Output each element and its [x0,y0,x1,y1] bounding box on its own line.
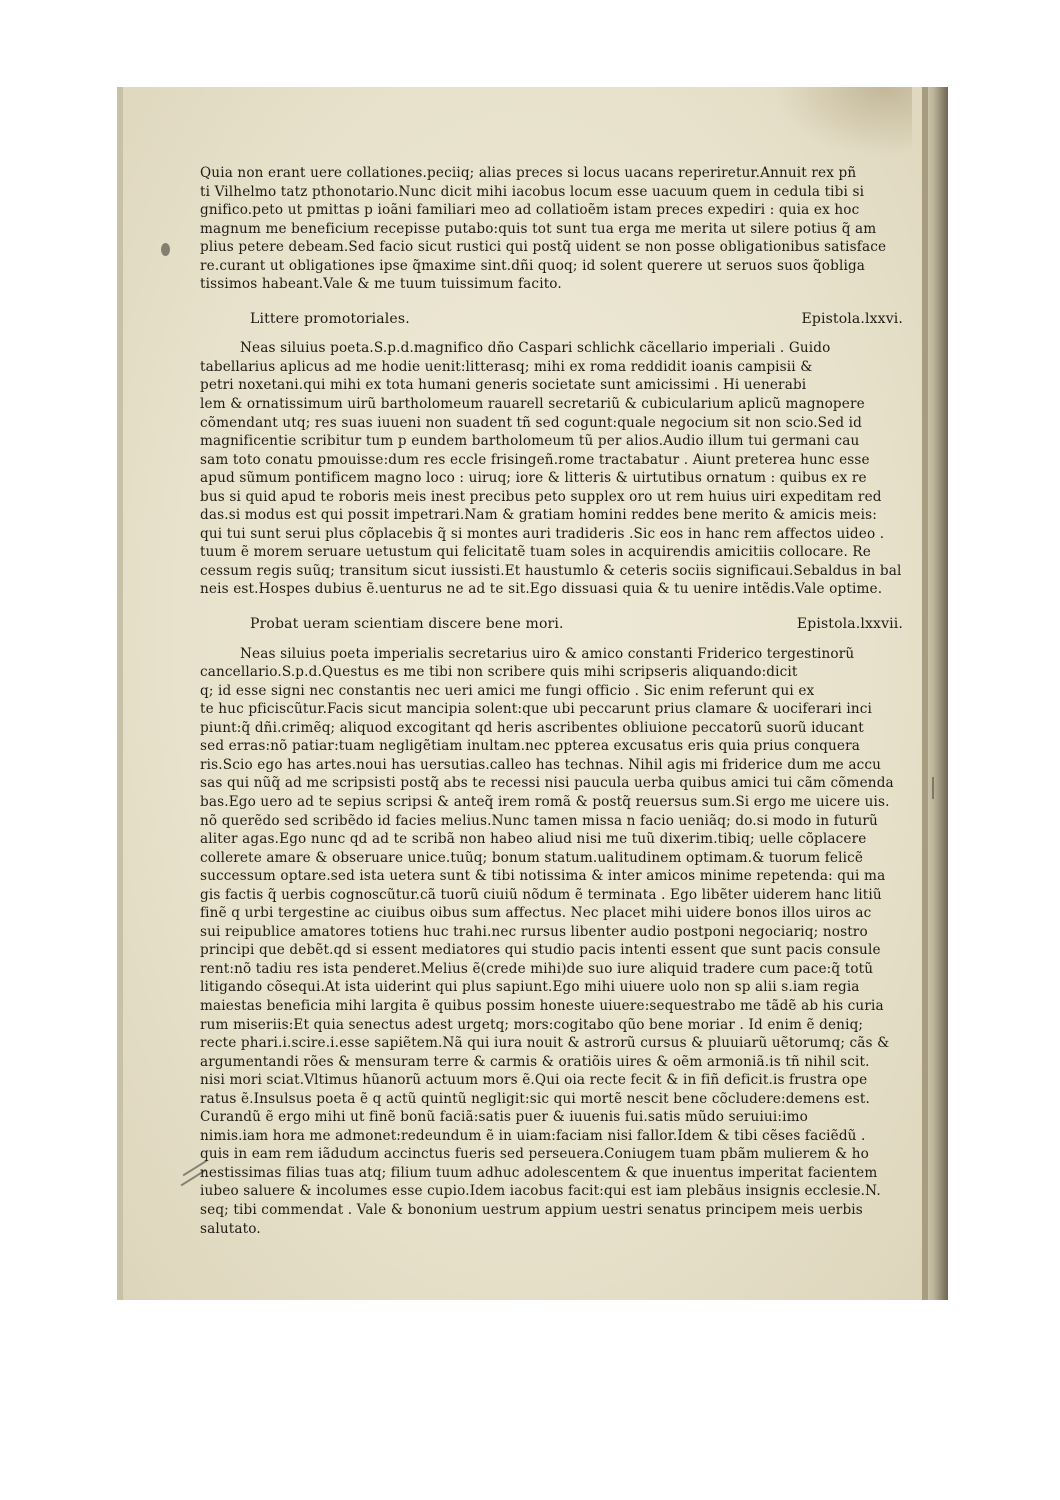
text-line: apud sũmum pontificem magno loco : uiruq; iore & litteris & uirtutibus ornatum : quibus ex re [200,470,867,487]
page-sheet [123,87,922,1300]
text-line: neis est.Hospes dubius ẽ.uenturus ne ad te sit.Ego dissuasi quia & tu uenire intẽdis.Vale optime. [200,581,883,598]
page-edge-strip [922,87,928,1300]
text-line: bas.Ego uero ad te sepius scripsi & anteq̃ irem romã & postq̃ reuersus sum.Si ergo me uicere uis. [200,793,890,810]
text-line: ratus ẽ.Insulsus poeta ẽ q actũ quintũ negligit:sic qui mortẽ nescit bene cõcludere:demens est. [200,1090,870,1107]
text-line: lem & ornatissimum uirũ bartholomeum rauarell secretariũ & cubicularium aplicũ magnopere [200,396,865,413]
text-line: re.curant ut obligationes ipse q̃maxime sint.dñi quoq; id solent querere ut seruos suos q̃obliga [200,257,866,274]
text-line: q; id esse signi nec constantis nec ueri amici me fungi officio . Sic enim referunt qui ex [200,682,815,699]
text-line: sui reipublice amatores totiens huc trahi.nec rursus libenter audio postponi negociariq; nostro [200,923,868,940]
heading-epistola-number: Epistola.lxxvi. [801,310,903,327]
page-text [200,164,903,1238]
text-line: rent:nõ tadiu res ista penderet.Melius ẽ(crede mihi)de suo iure aliquid tradere cum pace:q̃ totũ [200,960,874,977]
scanned-page [117,87,948,1300]
text-line: cessum regis suũq; transitum sicut iussisti.Et haustumlo & ceteris sociis significaui.Sebaldus in bal [200,562,902,579]
text-line: magnum me beneficium recepisse putabo:quis tot sunt tua erga me merita ut silere potius q̃ am [200,220,877,237]
text-line: Neas siluius poeta.S.p.d.magnifico dño Caspari schlichk cãcellario imperiali . Guido [240,340,831,357]
book-binding-edge [922,87,948,1300]
text-line: collerete amare & obseruare unice.tuũq; bonum statum.ualitudinem optimam.& tuorum felicẽ [200,849,864,866]
heading-title: Probat ueram scientiam discere bene mori. [250,616,564,633]
text-line: sed erras:nõ patiar:tuam negligẽtiam inultam.nec ppterea excusatus eris quia prius conquera [200,738,861,755]
text-line: magnificentie scribitur tum p eundem bartholomeum tũ per alios.Audio illum tui germani cau [200,433,860,450]
text-line: piunt:q̃ dñi.crimẽq; aliquod excogitant qd heris ascribentes obliuione peccatorũ suorũ iducant [200,719,864,736]
letter-77-heading [200,615,903,634]
letter-76-body [200,339,903,599]
text-line: te huc pficiscũtur.Facis sicut mancipia solent:que ubi peccarunt prius clamare & uociferari inci [200,701,873,718]
heading-title: Littere promotoriales. [250,310,410,327]
text-line: Quia non erant uere collationes.peciiq; alias preces si locus uacans reperiretur.Annuit rex pñ [200,165,857,181]
text-line: maiestas beneficia mihi largita ẽ quibus possim honeste uiuere:sequestrabo me tãdẽ ab his curia [200,997,884,1014]
text-line: sas qui nũq̃ ad me scripsisti postq̃ abs te recessi nisi paucula uerba quibus amici tui cãm cõmenda [200,775,894,792]
text-line: plius petere debeam.Sed facio sicut rustici qui postq̃ uident se non posse obligationibus satisface [200,239,887,256]
text-line: salutato. [200,1220,261,1237]
text-line: ris.Scio ego has artes.noui has uersutias.calleo has technas. Nihil agis mi friderice dum me accu [200,756,882,773]
letter-76-heading [200,310,903,329]
text-line: petri noxetani.qui mihi ex tota humani generis societate sunt amicissimi . Hi uenerabi [200,377,807,394]
text-line: rum miseriis:Et quia senectus adest urgetq; mors:cogitabo qũo bene moriar . Id enim ẽ deniq; [200,1016,864,1033]
text-line: nimis.iam hora me admonet:redeundum ẽ in uiam:faciam nisi fallor.Idem & tibi cẽses faciẽdũ . [200,1127,866,1144]
text-line: cancellario.S.p.d.Questus es me tibi non scribere quis mihi scripseris aliquando:dicit [200,664,798,681]
text-line: litigando cõsequi.At ista uiderint qui plus sapiunt.Ego mihi uiuere uolo non sp alii s.iam regia [200,979,860,996]
text-line: finẽ q urbi tergestine ac ciuibus oibus sum affectus. Nec placet mihi uidere bonos illos uiros ac [200,905,872,922]
text-line: recte phari.i.scire.i.esse sapiẽtem.Nã qui iura nouit & astrorũ cursus & pluuiarũ uẽtorumq; cãs & [200,1035,890,1052]
text-line: aliter agas.Ego nunc qd ad te scribã non habeo aliud nisi me tuũ dixerim.tibiq; uelle cõplacere [200,831,867,848]
text-line: nestissimas filias tuas atq; filium tuum adhuc adolescentem & que inuentus imperitat facientem [200,1164,878,1181]
text-line: Curandũ ẽ ergo mihi ut finẽ bonũ faciã:satis puer & iuuenis fui.satis mũdo seruiui:imo [200,1109,808,1126]
page-stain [772,87,912,157]
text-line: iubeo saluere & incolumes esse cupio.Idem iacobus facit:qui est iam plebãus insignis ecclesie.N. [200,1183,881,1200]
text-line: successum optare.sed ista uetera sunt & tibi notissima & inter amicos minime repetenda: qui ma [200,868,886,885]
text-line: quis in eam rem iãdudum accinctus fueris sed perseuera.Coniugem tuam pbãm mulierem & ho [200,1146,869,1163]
text-line: nisi mori sciat.Vltimus hũanorũ actuum mors ẽ.Qui oia recte fecit & in fiñ deficit.is frustra ope [200,1072,868,1089]
text-line: sam toto conatu pmouisse:dum res eccle frisingeñ.rome tractabatur . Aiunt preterea hunc esse [200,451,870,468]
text-line: principi que debẽt.qd si essent mediatores qui studio pacis intenti essent que sunt pacis consule [200,942,881,959]
binding-mark [932,777,942,799]
text-line: gnifico.peto ut pmittas p ioãni familiari meo ad collatioẽm istam preces expediri : quia ex hoc [200,202,860,219]
text-line: tissimos habeant.Vale & me tuum tuissimum facito. [200,276,562,293]
text-line: das.si modus est qui possit impetrari.Nam & gratiam homini reddes bene merito & amicis meis: [200,507,877,524]
text-line: seq; tibi commendat . Vale & bononium uestrum appium uestri senatus principem meis uerbis [200,1201,863,1218]
text-line: qui tui sunt serui plus cõplacebis q̃ si montes auri tradideris .Sic eos in hanc rem affectos uideo . [200,525,885,542]
text-line: tabellarius aplicus ad me hodie uenit:litterasq; mihi ex roma reddidit ioanis campisii & [200,358,813,375]
letter-77-body [200,645,903,1239]
text-line: nõ querẽdo sed scribẽdo id facies melius.Nunc tamen missa n facio ueniãq; do.si modo in futurũ [200,812,878,829]
text-line: cõmendant utq; res suas iuueni non suadent tñ sed cogunt:quale negocium sit non scio.Sed id [200,414,863,431]
text-line: argumentandi rões & mensuram terre & carmis & oratiõis uires & oẽm armoniã.is tñ nihil scit. [200,1053,870,1070]
text-line: bus si quid apud te roboris meis inest precibus peto supplex oro ut rem huius uiri expeditam red [200,488,882,505]
letter-76-intro [200,164,903,294]
heading-epistola-number: Epistola.lxxvii. [796,616,903,633]
text-line: tuum ẽ morem seruare uetustum qui felicitatẽ tuam soles in acquirendis amicitiis collocare. Re [200,544,871,561]
margin-ink-mark [161,243,170,256]
text-line: gis factis q̃ uerbis cognoscũtur.cã tuorũ ciuiũ nõdum ẽ terminata . Ego libẽter uiderem hanc litiũ [200,886,882,903]
text-line: Neas siluius poeta imperialis secretarius uiro & amico constanti Friderico tergestinorũ [240,645,855,662]
text-line: ti Vilhelmo tatz pthonotario.Nunc dicit mihi iacobus locum esse uacuum quem in cedula tibi si [200,183,865,200]
